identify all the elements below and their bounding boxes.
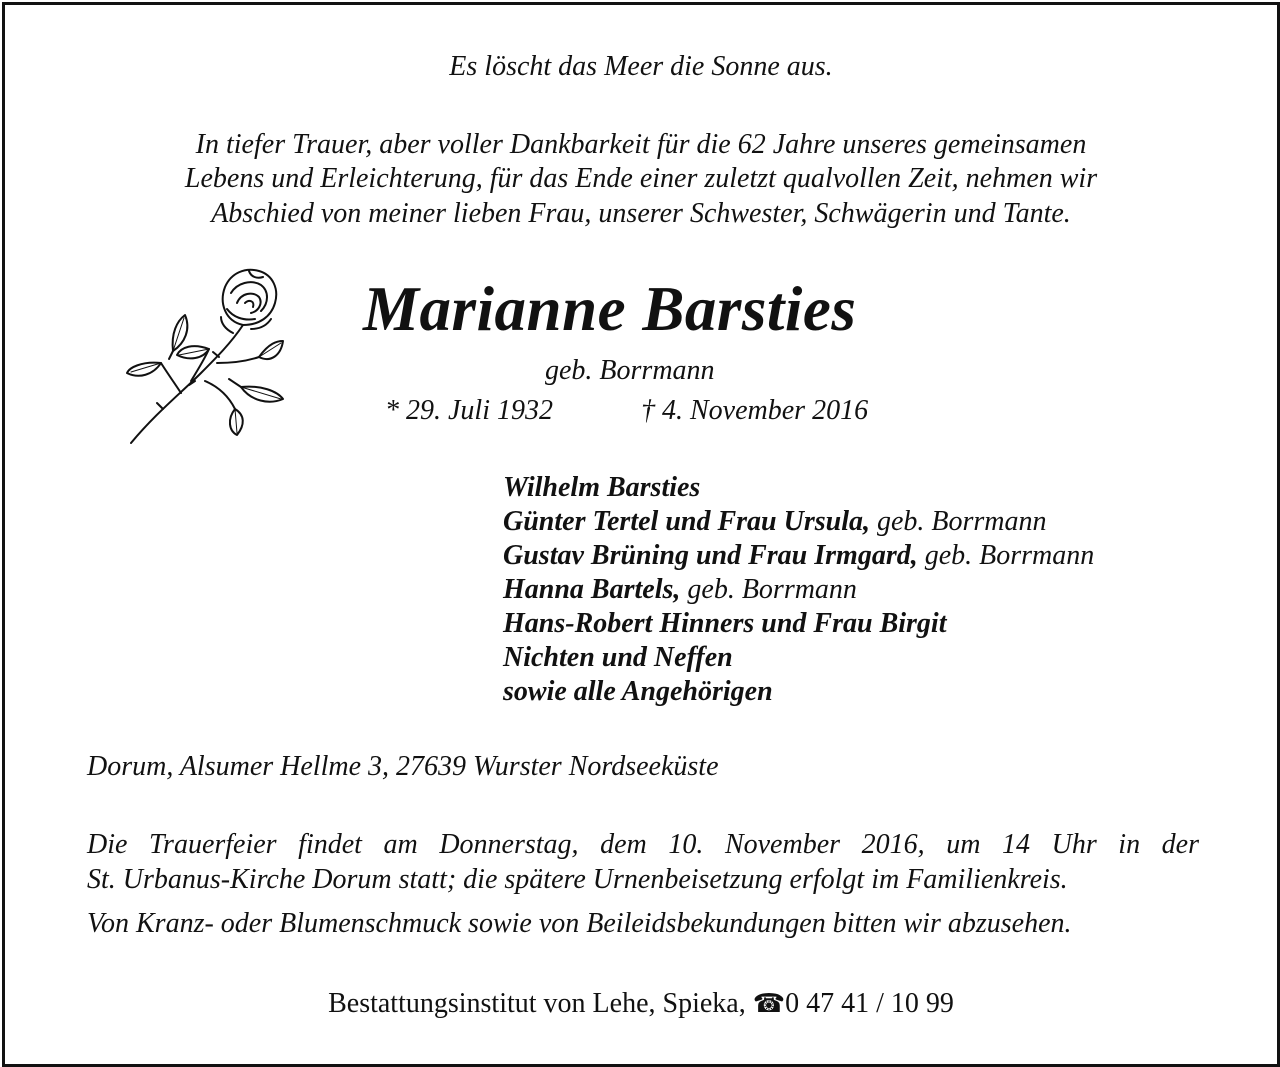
funeral-line-2: St. Urbanus-Kirche Dorum statt; die spätere Urnenbeisetzung erfolgt im Familienkreis. bbox=[87, 864, 1068, 895]
undertaker bbox=[5, 988, 1277, 1020]
intro-line-3: Abschied von meiner lieben Frau, unserer Schwester, Schwägerin und Tante. bbox=[211, 198, 1071, 229]
obituary-notice bbox=[2, 2, 1280, 1067]
mourner-entry bbox=[503, 573, 1094, 607]
flowers-wish: Von Kranz- oder Blumenschmuck sowie von Beileidsbekundungen bitten wir abzusehen. bbox=[87, 908, 1072, 939]
mourner-suffix: geb. Borrmann bbox=[680, 574, 857, 605]
mourner-name: Gustav Brüning und Frau Irmgard, bbox=[503, 540, 918, 571]
mourner-entry bbox=[503, 539, 1094, 573]
intro-line-1: In tiefer Trauer, aber voller Dankbarkeit für die 62 Jahre unseres gemeinsamen bbox=[195, 129, 1087, 160]
mourner-entry bbox=[503, 607, 1094, 641]
mourner-entry bbox=[503, 471, 1094, 505]
mourner-name: sowie alle Angehörigen bbox=[503, 676, 773, 707]
maiden-name: geb. Borrmann bbox=[545, 355, 715, 386]
mourner-suffix: geb. Borrmann bbox=[869, 506, 1047, 537]
mourner-name: Nichten und Neffen bbox=[503, 642, 733, 673]
funeral-info bbox=[87, 827, 1199, 897]
mourner-name: Wilhelm Barsties bbox=[503, 472, 701, 503]
telephone-icon: ☎ bbox=[752, 989, 786, 1018]
mourner-entry bbox=[503, 505, 1094, 539]
address: Dorum, Alsumer Hellme 3, 27639 Wurster Nordseeküste bbox=[87, 751, 719, 782]
mourner-entry bbox=[503, 641, 1094, 675]
mourner-name: Hanna Bartels, bbox=[503, 574, 681, 605]
mourner-name: Hans-Robert Hinners und Frau Birgit bbox=[503, 608, 947, 639]
motto: Es löscht das Meer die Sonne aus. bbox=[449, 51, 833, 82]
death-date: † 4. November 2016 bbox=[641, 395, 869, 426]
undertaker-phone: 0 47 41 / 10 99 bbox=[785, 988, 954, 1019]
mourner-entry bbox=[503, 675, 1094, 709]
funeral-line-1: Die Trauerfeier findet am Donnerstag, dem 10. November 2016, um 14 Uhr in der bbox=[87, 829, 1199, 860]
intro-line-2: Lebens und Erleichterung, für das Ende einer zuletzt qualvollen Zeit, nehmen wir bbox=[184, 163, 1098, 194]
birth-date: * 29. Juli 1932 bbox=[385, 395, 553, 426]
mourner-name: Günter Tertel und Frau Ursula, bbox=[503, 506, 870, 537]
mourners-list bbox=[503, 471, 1094, 709]
undertaker-name: Bestattungsinstitut von Lehe, Spieka, bbox=[328, 988, 746, 1019]
rose-icon bbox=[121, 263, 291, 448]
mourner-suffix: geb. Borrmann bbox=[917, 540, 1095, 571]
deceased-name: Marianne Barsties bbox=[363, 274, 857, 344]
